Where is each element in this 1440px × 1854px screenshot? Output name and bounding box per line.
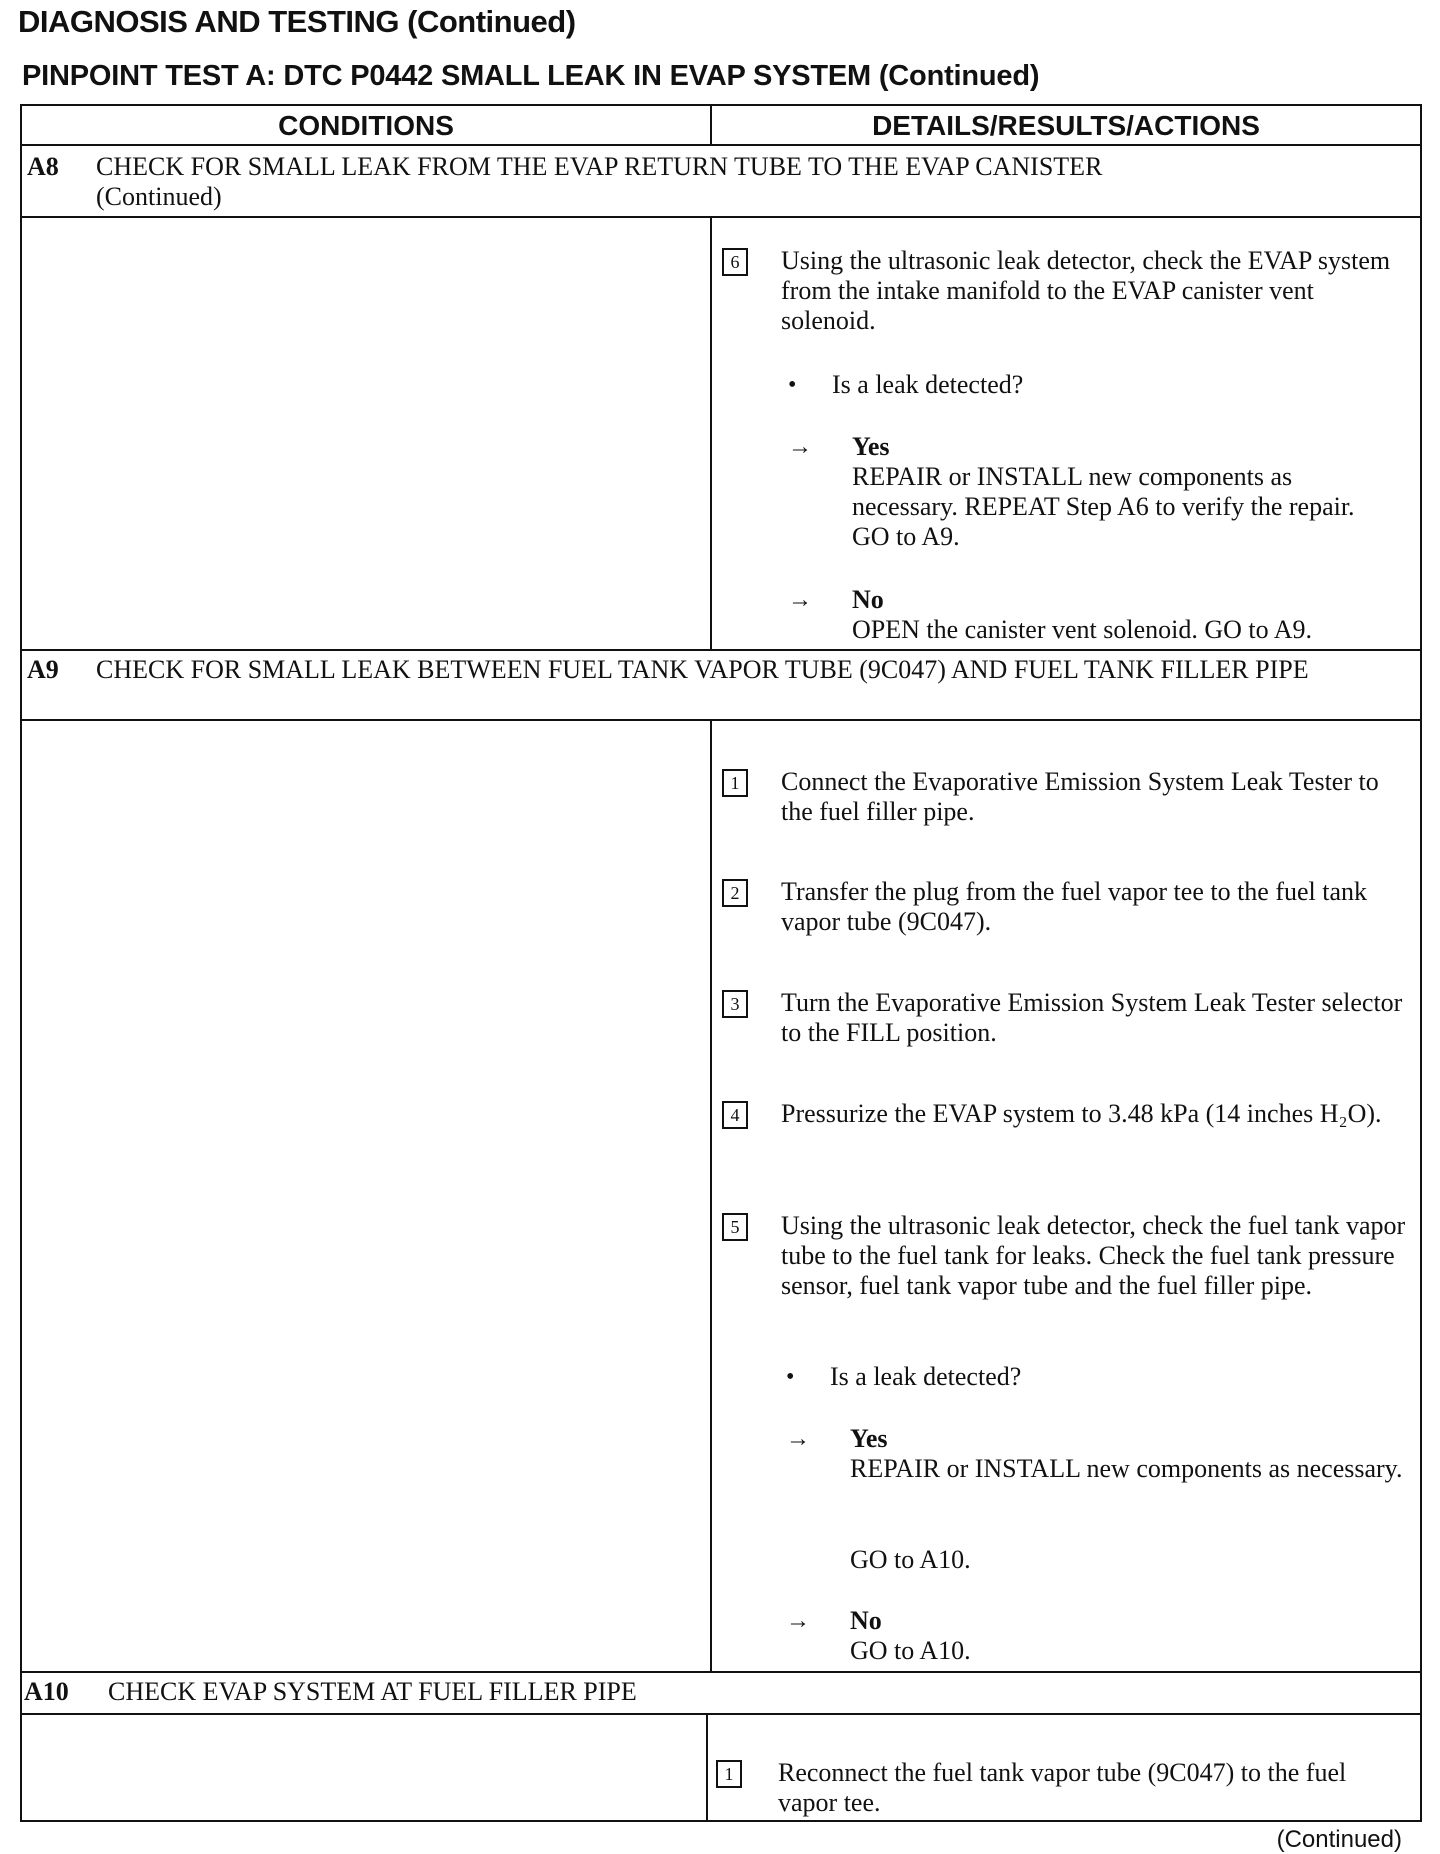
answer-no-label: No <box>850 1606 882 1635</box>
step-a10-id: A10 <box>24 1677 69 1706</box>
arrow-icon: → <box>788 434 812 460</box>
step-a9-id: A9 <box>27 655 59 684</box>
step-a8-title-continued: (Continued) <box>96 182 222 211</box>
answer-yes-text: REPAIR or INSTALL new components as necessary. REPEAT Step A6 to verify the repair. GO to A9. <box>852 462 1355 551</box>
bullet-dot: • <box>786 1364 795 1390</box>
answer-yes-goto: GO to A10. <box>850 1545 971 1574</box>
answer-yes-label: Yes <box>852 432 890 461</box>
question: Is a leak detected? <box>830 1362 1022 1391</box>
answer-no-text: OPEN the canister vent solenoid. GO to A9. <box>852 615 1312 644</box>
answer-no-text: GO to A10. <box>850 1636 971 1665</box>
step-instruction: Using the ultrasonic leak detector, check the EVAP system from the intake manifold to the EVAP canister vent solenoid. <box>781 246 1391 335</box>
answer-no-label: No <box>852 585 884 614</box>
step-number-box: 5 <box>722 1213 748 1241</box>
a8-col-divider <box>710 216 712 649</box>
step-number-box: 1 <box>716 1760 742 1788</box>
step-instruction: Connect the Evaporative Emission System Leak Tester to the fuel filler pipe. <box>781 767 1379 826</box>
table-frame <box>20 104 1422 1822</box>
step-a8-title: CHECK FOR SMALL LEAK FROM THE EVAP RETURN TUBE TO THE EVAP CANISTER <box>96 152 1103 181</box>
section-title: DIAGNOSIS AND TESTING (Continued) <box>18 4 576 39</box>
arrow-icon: → <box>788 587 812 613</box>
continued-label: (Continued) <box>1276 1826 1402 1853</box>
arrow-icon: → <box>786 1608 810 1634</box>
step-a9-title: CHECK FOR SMALL LEAK BETWEEN FUEL TANK VAPOR TUBE (9C047) AND FUEL TANK FILLER PIPE <box>96 655 1309 684</box>
test-title: PINPOINT TEST A: DTC P0442 SMALL LEAK IN EVAP SYSTEM (Continued) <box>22 60 1040 92</box>
bullet-dot: • <box>788 372 797 398</box>
answer-yes-text: REPAIR or INSTALL new components as necessary. <box>850 1454 1403 1483</box>
step-number-box: 3 <box>722 990 748 1018</box>
step-a10-title: CHECK EVAP SYSTEM AT FUEL FILLER PIPE <box>108 1677 637 1706</box>
conditions-header: CONDITIONS <box>278 110 454 141</box>
step-instruction: Turn the Evaporative Emission System Leak Tester selector to the FILL position. <box>781 988 1403 1047</box>
step-instruction: Transfer the plug from the fuel vapor tee to the fuel tank vapor tube (9C047). <box>781 877 1368 936</box>
details-header: DETAILS/RESULTS/ACTIONS <box>872 110 1260 141</box>
a10-col-divider <box>706 1713 708 1822</box>
step-instruction: Using the ultrasonic leak detector, check the fuel tank vapor tube to the fuel tank for leaks. Check the fuel tank pressure sensor, fuel tank vapor tube and the fuel filler pipe. <box>781 1211 1406 1300</box>
a8-title-divider <box>20 216 1422 218</box>
a9-end-divider <box>20 1671 1422 1673</box>
step-number-box: 1 <box>722 769 748 797</box>
question: Is a leak detected? <box>832 370 1024 399</box>
a9-col-divider <box>710 719 712 1671</box>
a9-title-divider <box>20 719 1422 721</box>
a8-end-divider <box>20 649 1422 651</box>
arrow-icon: → <box>786 1426 810 1452</box>
answer-yes-label: Yes <box>850 1424 888 1453</box>
step-number-box: 2 <box>722 879 748 907</box>
step-number-box: 4 <box>722 1101 748 1129</box>
step-a8-id: A8 <box>27 152 59 181</box>
a10-title-divider <box>20 1713 1422 1715</box>
step-instruction: Pressurize the EVAP system to 3.48 kPa (14 inches H₂O). <box>781 1099 1382 1128</box>
header-divider <box>20 144 1422 146</box>
step-number-box: 6 <box>722 248 748 276</box>
step-instruction: Reconnect the fuel tank vapor tube (9C047) to the fuel vapor tee. <box>778 1758 1347 1817</box>
